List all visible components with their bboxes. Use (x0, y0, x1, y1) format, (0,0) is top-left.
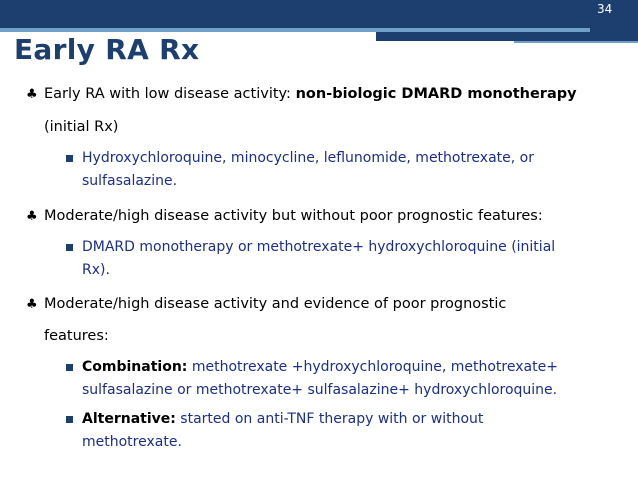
bullet-item-1 (44, 86, 577, 102)
square-bullet-icon (66, 364, 73, 371)
square-bullet-icon (66, 244, 73, 251)
sub-item-3-2-line-1 (82, 411, 483, 427)
bullet-item-1-text: Early RA with low disease activity: (44, 86, 296, 102)
square-bullet-icon (66, 416, 73, 423)
sub-item-3-1-text: methotrexate +hydroxychloroquine, methotrexate+ (187, 359, 558, 375)
bullet-item-1-continuation: (initial Rx) (44, 119, 119, 135)
sub-item-3-2-label: Alternative: (82, 411, 176, 427)
club-bullet-icon: ♣ (26, 209, 38, 224)
sub-item-1-1-line-2: sulfasalazine. (82, 173, 178, 189)
square-bullet-icon (66, 155, 73, 162)
sub-item-3-2-line-2: methotrexate. (82, 434, 182, 450)
sub-item-3-1-line-2: sulfasalazine or methotrexate+ sulfasalazine+ hydroxychloroquine. (82, 382, 558, 398)
page-number: 34 (597, 2, 613, 16)
bullet-item-3: Moderate/high disease activity and evidence of poor prognostic (44, 296, 507, 312)
bullet-item-1-emphasis: non-biologic DMARD monotherapy (295, 86, 577, 102)
sub-item-1-1-line-1: Hydroxychloroquine, minocycline, leflunomide, methotrexate, or (82, 150, 534, 166)
sub-item-3-1-line-1 (82, 359, 558, 375)
club-bullet-icon: ♣ (26, 87, 38, 102)
sub-item-3-1-label: Combination: (82, 359, 188, 375)
sub-item-2-1-line-2: Rx). (82, 262, 110, 278)
bullet-item-3-continuation: features: (44, 328, 109, 344)
club-bullet-icon: ♣ (26, 297, 38, 312)
slide-title: Early RA Rx (14, 33, 200, 66)
sub-item-3-2-text: started on anti-TNF therapy with or without (175, 411, 484, 427)
bullet-item-2: Moderate/high disease activity but without poor prognostic features: (44, 208, 543, 224)
sub-item-2-1-line-1: DMARD monotherapy or methotrexate+ hydroxychloroquine (initial (82, 239, 556, 255)
